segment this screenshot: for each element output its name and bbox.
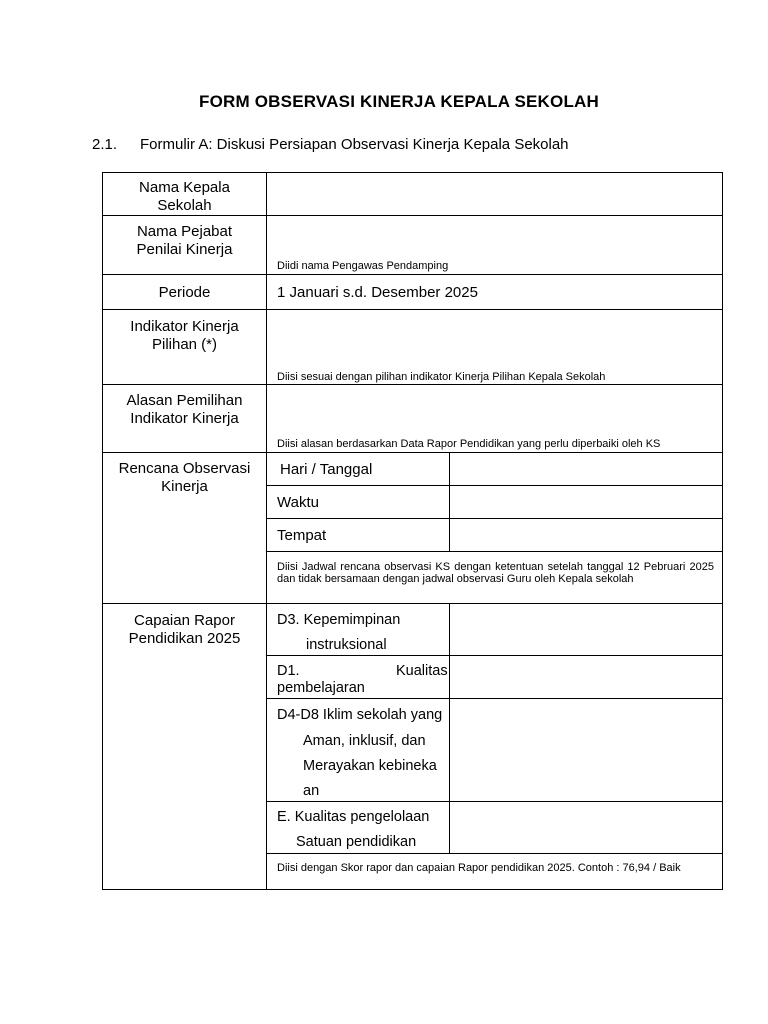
capaian-d3-value-cell[interactable] (449, 603, 723, 656)
capaian-d1-line2: pembelajaran (277, 680, 365, 696)
form-title: FORM OBSERVASI KINERJA KEPALA SEKOLAH (198, 92, 599, 111)
capaian-e-value-cell[interactable] (449, 801, 723, 854)
label-cell-periode (102, 274, 267, 310)
rencana-hari-label-cell (266, 452, 450, 486)
capaian-d1-label-cell (266, 655, 450, 699)
capaian-d4-line1: D4-D8 Iklim sekolah yang (277, 707, 443, 723)
note-pejabat: Diidi nama Pengawas Pendamping (277, 260, 449, 272)
note-capaian: Diisi dengan Skor rapor dan capaian Rapor pendidikan 2025. Contoh : 76,94 / Baik (277, 862, 681, 874)
capaian-d3-line1: D3. Kepemimpinan (277, 612, 401, 628)
label-cell-rencana (102, 452, 267, 604)
label-rencana: Rencana Observasi Kinerja (118, 460, 251, 495)
rencana-note-cell (266, 551, 723, 604)
label-cell-alasan (102, 384, 267, 453)
section-heading (92, 136, 569, 153)
label-cell-indikator (102, 309, 267, 385)
note-indikator: Diisi sesuai dengan pilihan indikator Kinerja Pilihan Kepala Sekolah (277, 371, 606, 383)
value-cell-indikator[interactable] (266, 309, 723, 385)
capaian-e-label-cell (266, 801, 450, 854)
capaian-note-cell (266, 853, 723, 890)
label-alasan: Alasan Pemilihan Indikator Kinerja (126, 392, 243, 427)
capaian-e-line2: Satuan pendidikan (296, 834, 417, 850)
rencana-waktu-label-cell (266, 485, 450, 519)
value-cell-alasan[interactable] (266, 384, 723, 453)
label-nama-ks: Nama Kepala Sekolah (139, 179, 230, 214)
capaian-d1-line1b: Kualitas (396, 663, 448, 679)
rencana-tempat-value-cell[interactable] (449, 518, 723, 552)
capaian-d4-value-cell[interactable] (449, 698, 723, 802)
capaian-e-line1: E. Kualitas pengelolaan (277, 809, 430, 825)
label-periode: Periode (158, 284, 211, 301)
capaian-d3-line2: instruksional (306, 637, 387, 653)
value-cell-pejabat[interactable] (266, 215, 723, 275)
rencana-waktu-value-cell[interactable] (449, 485, 723, 519)
label-pejabat: Nama Pejabat Penilai Kinerja (136, 223, 233, 258)
note-alasan: Diisi alasan berdasarkan Data Rapor Pendidikan yang perlu diperbaiki oleh KS (277, 438, 661, 450)
section-number: 2.1. (92, 136, 118, 153)
capaian-d4-label-cell (266, 698, 450, 802)
label-indikator: Indikator Kinerja Pilihan (*) (130, 318, 239, 353)
capaian-d1-line1a: D1. (277, 663, 300, 679)
capaian-d4-line3: Merayakan kebineka (303, 758, 437, 774)
label-cell-pejabat (102, 215, 267, 275)
label-capaian: Capaian Rapor Pendidikan 2025 (128, 612, 241, 647)
label-cell-nama-ks (102, 172, 267, 216)
label-cell-capaian (102, 603, 267, 890)
note-rencana: Diisi Jadwal rencana observasi KS dengan ketentuan setelah tanggal 12 Pebruari 2025 dan tidak bersamaan dengan jadwal observasi Guru oleh Kepala sekolah (277, 561, 714, 585)
periode-value: 1 Januari s.d. Desember 2025 (277, 284, 478, 301)
rencana-tempat-label-cell (266, 518, 450, 552)
rencana-hari-value-cell[interactable] (449, 452, 723, 486)
value-cell-periode[interactable] (266, 274, 723, 310)
rencana-tempat-label: Tempat (277, 527, 327, 544)
value-cell-nama-ks[interactable] (266, 172, 723, 216)
rencana-waktu-label: Waktu (277, 494, 319, 511)
capaian-d4-line4: an (303, 783, 320, 799)
rencana-hari-label: Hari / Tanggal (280, 461, 373, 478)
capaian-d4-line2: Aman, inklusif, dan (303, 733, 426, 749)
capaian-d3-label-cell (266, 603, 450, 656)
capaian-d1-value-cell[interactable] (449, 655, 723, 699)
section-text: Formulir A: Diskusi Persiapan Observasi Kinerja Kepala Sekolah (140, 136, 569, 153)
